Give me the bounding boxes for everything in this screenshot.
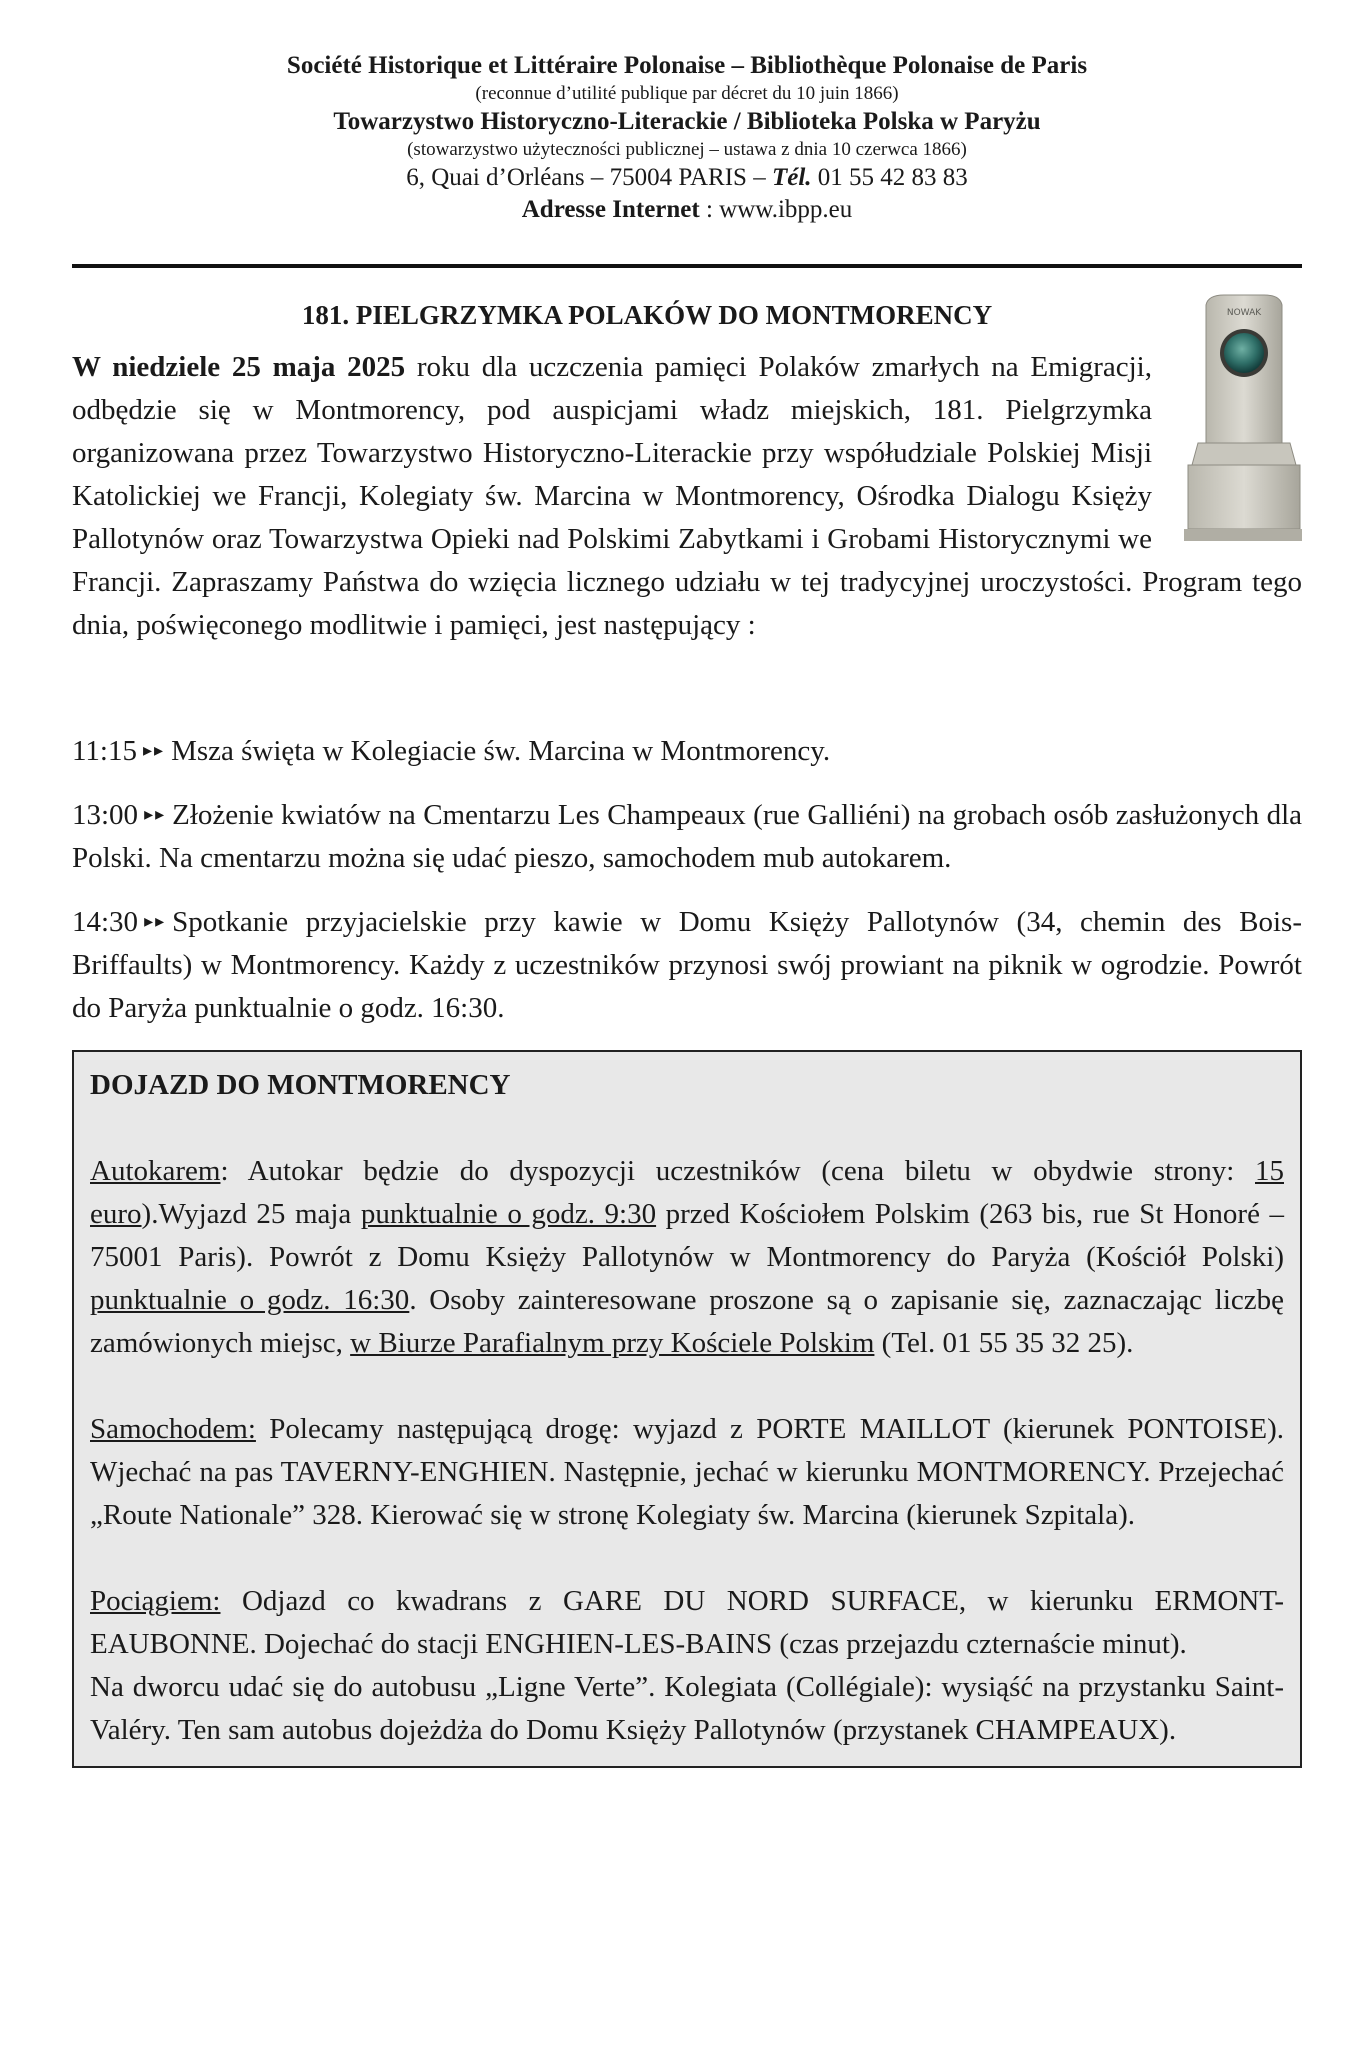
coach-text-5: (Tel. 01 55 35 32 25). [874,1327,1134,1359]
coach-label: Autokarem [90,1155,221,1187]
web-url[interactable]: www.ibpp.eu [719,196,853,223]
car-text: Polecamy następującą drogę: wyjazd z PORTE MAILLOT (kierunek PONTOISE). Wjechać na pas TAVERNY-ENGHIEN. Następnie, jechać w kierunku MONTMORENCY. Przejechać „Route Nationale” 328. Kierować się w stronę Kolegiaty św. Marcina (kierunek Szpitala). [90,1413,1284,1531]
car-paragraph [90,1408,1284,1537]
page-title: 181. PIELGRZYMKA POLAKÓW DO MONTMORENCY [301,300,993,330]
intro-paragraph [72,346,1302,647]
org-note-fr: (reconnue d’utilité publique par décret du 10 juin 1866) [475,83,899,104]
arrow-icon: ▸▸ [144,804,167,824]
header-divider [72,264,1302,268]
parish-office: w Biurze Parafialnym przy Kościele Polskim [350,1327,875,1359]
program-time: 13:00 [72,799,139,831]
program-text: Złożenie kwiatów na Cmentarzu Les Champeaux (rue Galliéni) na grobach osób zasłużonych dla Polski. Na cmentarzu można się udać pieszo, samochodem mub autokarem. [72,799,1302,874]
program-item [72,900,1302,1030]
address-text: 6, Quai d’Orléans – 75004 PARIS – [406,164,772,191]
program-text: Spotkanie przyjacielskie przy kawie w Domu Księży Pallotynów (34, chemin des Bois-Briffaults) w Montmorency. Każdy z uczestników przynosi swój prowiant na piknik w ogrodzie. Powrót do Paryża punktualnie o godz. 16:30. [72,906,1302,1024]
program-time: 14:30 [72,906,139,938]
intro-date: W niedziele 25 maja 2025 [72,351,406,383]
org-address [72,162,1302,194]
program-item [72,729,1302,773]
document-page [72,0,1302,1768]
train-label: Pociągiem: [90,1585,221,1617]
travel-title: DOJAZD DO MONTMORENCY [90,1069,511,1101]
coach-return-time: punktualnie o godz. 16:30 [90,1284,410,1316]
travel-info-box [72,1050,1302,1768]
coach-text-1: : Autokar będzie do dyspozycji uczestników (cena biletu w obydwie strony: [220,1155,1255,1187]
monument-plaque-text: NOWAK [1226,308,1262,318]
org-name-pl: Towarzystwo Historyczno-Literackie / Biblioteka Polska w Paryżu [333,108,1041,135]
spacer [90,1537,1284,1580]
org-website [72,194,1302,226]
train-text: Odjazd co kwadrans z GARE DU NORD SURFACE, w kierunku ERMONT-EAUBONNE. Dojechać do stacji ENGHIEN-LES-BAINS (czas przejazdu czternaście minut). [90,1585,1284,1660]
arrow-icon: ▸▸ [144,911,167,931]
coach-text-2: ).Wyjazd 25 maja [141,1198,361,1230]
arrow-icon: ▸▸ [142,740,166,760]
coach-text-4: . Osoby zainteresowane proszone są o zapisanie się, zaznaczając liczbę zamówionych miejsc, [90,1284,1284,1359]
train-paragraph [90,1580,1284,1666]
program-item [72,793,1302,880]
tel-number: 01 55 42 83 83 [811,164,968,191]
tel-label: Tél. [771,164,812,191]
coach-text-3: przed Kościołem Polskim (263 bis, rue St Honoré – 75001 Paris). Powrót z Domu Księży Pallotynów w Montmorency do Paryża (Kościół Polski) [90,1198,1284,1273]
coach-price: 15 euro [90,1155,1284,1230]
web-label: Adresse Internet [521,196,700,223]
spacer [90,1107,1284,1150]
bus-paragraph: Na dworcu udać się do autobusu „Ligne Verte”. Kolegiata (Collégiale): wysiąść na przystanku Saint-Valéry. Ten sam autobus dojeżdża do Domu Księży Pallotynów (przystanek CHAMPEAUX). [90,1671,1284,1746]
spacer [90,1365,1284,1408]
coach-departure-time: punktualnie o godz. 9:30 [360,1198,657,1230]
program-list [72,729,1302,1030]
letterhead [72,50,1302,226]
org-name-fr: Société Historique et Littéraire Polonaise – Bibliothèque Polonaise de Paris [286,52,1088,79]
car-label: Samochodem: [90,1413,256,1445]
program-text: Msza święta w Kolegiacie św. Marcina w Montmorency. [171,735,831,767]
program-time: 11:15 [72,735,137,767]
coach-paragraph [90,1150,1284,1365]
intro-text: roku dla uczczenia pamięci Polaków zmarłych na Emigracji, odbędzie się w Montmorency, pod auspicjami władz miejskich, 181. Pielgrzymka organizowana przez Towarzystwo Historyczno-Literackie przy współudziale Polskiej Misji Katolickiej we Francji, Kolegiaty św. Marcina w Montmorency, Ośrodka Dialogu Księży Pallotynów oraz Towarzystwa Opieki nad Polskimi Zabytkami i Grobami Historycznymi we Francji. Zapraszamy Państwa do wzięcia licznego udziału w tej tradycyjnej uroczystości. Program tego dnia, poświęconego modlitwie i pamięci, jest następujący : [72,351,1302,641]
org-note-pl: (stowarzystwo użyteczności publicznej – ustawa z dnia 10 czerwca 1866) [407,139,967,160]
monument-image [1184,293,1302,543]
web-sep: : [699,196,720,223]
title-section [72,298,1302,332]
